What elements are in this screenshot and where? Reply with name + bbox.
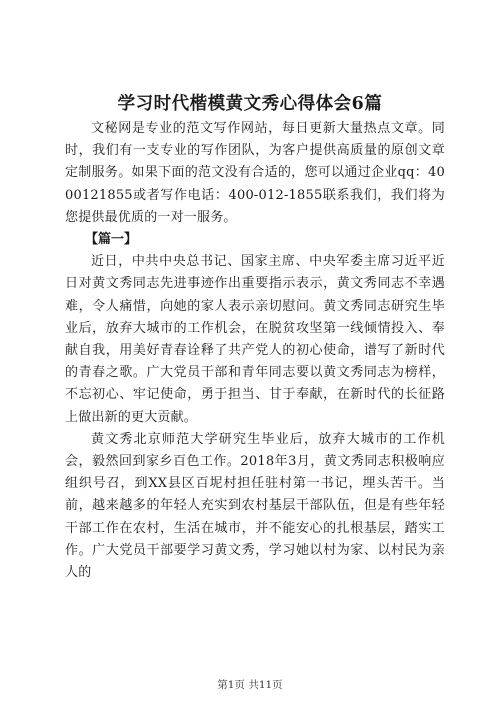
body-paragraph-2: 黄文秀北京师范大学研究生毕业后，放弃大城市的工作机会，毅然回到家乡百色工作。2018年3月，黄文秀同志积极响应组织号召，到XX县区百坭村担任驻村第一书记，埋头苦干。当前，越来越多的年轻人充实到农村基层干部队伍，但是有些年轻干部工作在农村，生活在城市，并不能安心的扎根基层，踏实工作。广大党员干部要学习黄文秀，学习她以村为家、以村民为亲人的 [65,431,445,581]
page-footer: 第1页 共11页 [217,679,283,691]
document-body [65,118,445,584]
intro-paragraph: 文秘网是专业的范文写作网站，每日更新大量热点文章。同时，我们有一支专业的写作团队，为客户提供高质量的原创文章定制服务。如果下面的范文没有合适的，您可以通过企业qq：4000121855或者写作电话：400-012-1855联系我们，我们将为您提供最优质的一对一服务。 [65,121,445,225]
section-label: 【篇一】 [85,232,138,248]
body-paragraph-1: 近日，中共中央总书记、国家主席、中央军委主席习近平近日对黄文秀同志先进事迹作出重要指示表示，黄文秀同志不幸遇难，令人痛惜，向她的家人表示亲切慰问。黄文秀同志研究生毕业后，放弃大城市的工作机会，在脱贫攻坚第一线倾情投入、奉献自我，用美好青春诠释了共产党人的初心使命，谱写了新时代的青春之歌。广大党员干部和青年同志要以黄文秀同志为榜样，不忘初心、牢记使命，勇于担当、甘于奉献，在新时代的长征路上做出新的更大贡献。 [65,254,445,425]
document-title: 学习时代楷模黄文秀心得体会6篇 [117,94,383,114]
